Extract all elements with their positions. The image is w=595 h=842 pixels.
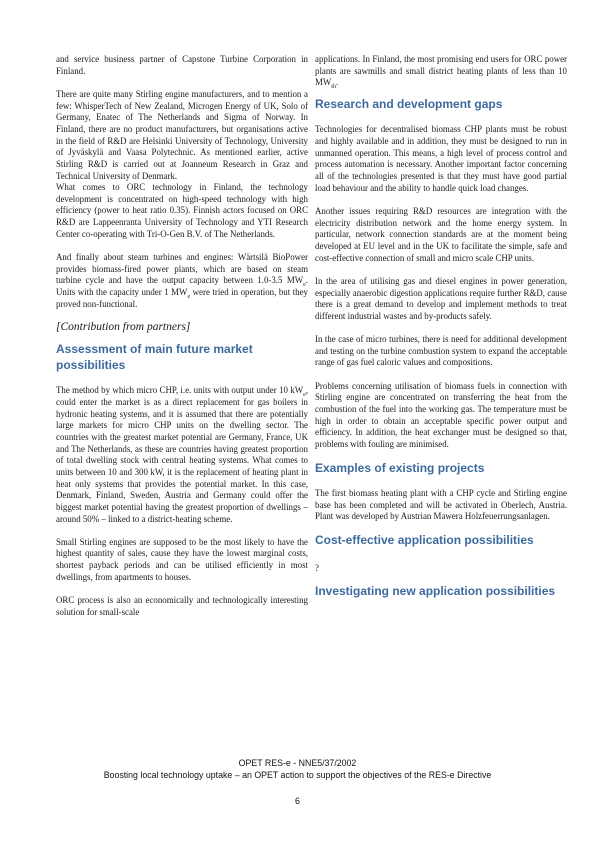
paragraph: ? <box>315 562 319 573</box>
page-number: 6 <box>295 796 300 806</box>
paragraph: In the case of micro turbines, there is need for additional development and testing on the turbine combustion system to expand the acceptable range of gas fuel caloric values and compositions. <box>315 334 567 368</box>
paragraph: Problems concerning utilisation of biomass fuels in connection with Stirling engine are concentrated on transferring the heat from the combustion of the fuel into the working gas. The temperature must be high in order to obtain an acceptable specific power output and efficiency. In addition, the heat exchanger must be designed so that, problems with fouling are minimised. <box>315 380 567 449</box>
paragraph: and service business partner of Capstone Turbine Corporation in Finland. <box>56 54 308 76</box>
paragraph: The method by which micro CHP, i.e. units with output under 10 $kW_e$, could enter the market is as a direct replacement for gas boilers in hydronic heating systems, and it is assumed that there are potentially large markets for micro CHP units on the dwelling sector. The countries with the greatest market potential are Germany, France, UK and The Netherlands, as these are countries having greatest proportion of total dwelling stock with central heating systems. What comes to units between 10 and 300 kW, it is the replacement of heating plant in heat only systems that provides the potential market. In this case, Denmark, Finland, Sweden, Austria and Germany could offer the biggest market potential having the greatest proportion of dwellings – around 50% – linked to a district-heating scheme. <box>56 385 308 524</box>
heading-investigating: Investigating new application possibilities <box>315 584 556 599</box>
right-column <box>315 54 567 600</box>
heading-examples: Examples of existing projects <box>315 460 485 475</box>
footer-tagline: Boosting local technology uptake – an OPET action to support the objectives of the RES-e Directive <box>103 770 492 780</box>
left-column <box>56 54 308 618</box>
heading-research: Research and development gaps <box>315 96 503 111</box>
paragraph: The first biomass heating plant with a CHP cycle and Stirling engine base has been completed and will be activated in Oberlech, Austria. Plant was developed by Austrian Mawera Holzfeuerrungsanlagen. <box>315 488 567 522</box>
footer <box>0 757 595 781</box>
paragraph: applications. In Finland, the most promising end users for ORC power plants are sawmills and small district heating plants of less than 10 $MW_{th}$. <box>315 54 567 91</box>
footer-project-code: OPET RES-e - NNE5/37/2002 <box>238 758 357 768</box>
heading-cost-effective: Cost-effective application possibilities <box>315 533 534 548</box>
paragraph: Technologies for decentralised biomass CHP plants must be robust and highly available and in addition, they must be designed to run in unmanned operation. This means, a high level of process control and process automation is necessary. Another important factor concerning all of the technologies presented is that they must have good partial load behaviour and the ability to handle quick load changes. <box>315 124 567 193</box>
paragraph: And finally about steam turbines and engines: Wärtsilä BioPower provides biomass-fired power plants, which are based on steam turbine cycle and have the output capacity between 1.0-3.5 $MW_e$. Units with the capacity under 1 $MW_e$ were tried in operation, but they proved non-functional. <box>56 252 308 309</box>
paragraph: Small Stirling engines are supposed to be the most likely to have the highest quantity of sales, cause they have the lowest marginal costs, shortest payback periods and can be utilised efficiently in most dwellings, from apartments to houses. <box>56 536 308 582</box>
paragraph: There are quite many Stirling engine manufacturers, and to mention a few: WhisperTech of New Zealand, Microgen Energy of UK, Solo of Germany, Enatec of The Netherlands and Sigma of Norway. In Finland, there are no product manufacturers, but organisations active in the field of R&D are Helsinki University of Technology, University of Jyväskylä and Vaasa Polytechnic. As mentioned earlier, active Stirling R&D is carried out at Joanneum Research in Graz and Technical University of Denmark. <box>56 88 308 181</box>
paragraph: ORC process is also an economically and technologically interesting solution for small-scale <box>56 595 308 617</box>
heading-assessment: Assessment of main future market possibilities <box>56 342 253 372</box>
paragraph: What comes to ORC technology in Finland, the technology development is concentrated on high-speed technology with high efficiency (power to heat ratio 0.35). Finnish actors focused on ORC R&D are Lappeenranta University of Technology and YTI Research Center co-operating with Tri-O-Gen B.V. of The Netherlands. <box>56 182 308 239</box>
paragraph: Another issues requiring R&D resources are integration with the electricity distribution network and the home energy system. In particular, network connection standards are at the moment being developed at EU level and in the UK to facilitate the simple, safe and cost-effective connection of small and micro scale CHP units. <box>315 206 567 263</box>
paragraph: In the area of utilising gas and diesel engines in power generation, especially anaerobic digestion applications require further R&D, cause there is a great demand to develop and implement methods to treat different industrial wastes and by-products safely. <box>315 275 567 321</box>
contribution-note: [Contribution from partners] <box>56 321 191 334</box>
